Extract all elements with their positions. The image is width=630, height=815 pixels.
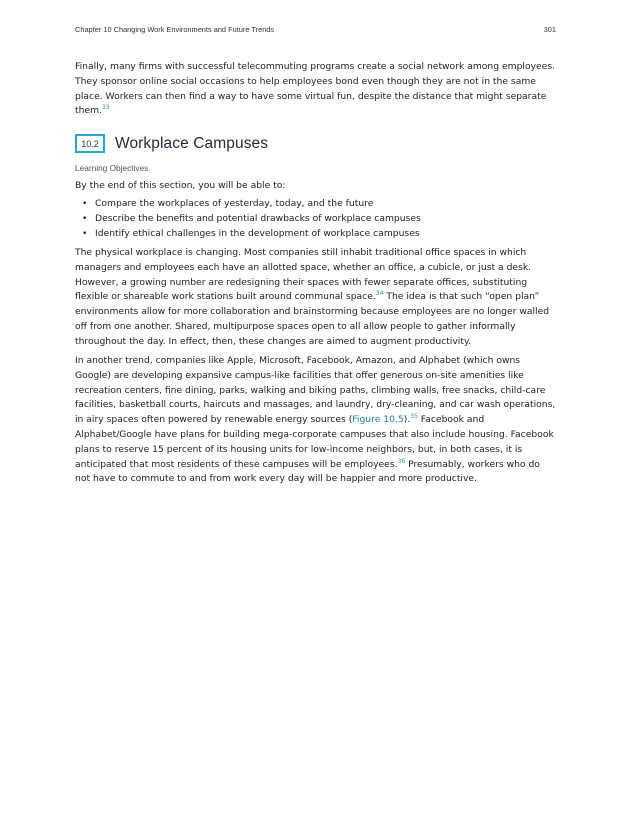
paragraph-text: ). [403, 414, 411, 426]
page-number: 301 [543, 25, 556, 34]
paragraph-text: The physical workplace is changing. Most companies still inhabit traditional office spaces in which managers and employees each have an allotted space, whether an office, a cubicle, or just a desk. However, a growing number are redesigning their spaces with fewer separate offices, substituting flexible or shareable work stations built around communal space. [75, 247, 532, 303]
objective-text: Compare the workplaces of yesterday, today, and the future [95, 198, 374, 209]
paragraph-text: The idea is that such “open plan” environments allow for more collaboration and brainstorming because employees are no longer walled off from one another. Shared, multipurpose spaces open to all allow people to gather informally throughout the day. In effect, then, these changes are aimed to augment productivity. [75, 291, 550, 347]
paragraph-text: Facebook and Alphabet/Google have plans for building mega-corporate campuses that also include housing. Facebook plans to reserve 15 percent of its housing units for low-income neighbors, but, in both cases, it is anticipated that most residents of these campuses will be employees. [75, 414, 554, 470]
intro-text: Finally, many firms with successful telecommuting programs create a social network among employees. They sponsor online social occasions to help employees bond even though they are not in the same place. Workers can then find a way to have some virtual fun, despite the distance that might separate them. [75, 61, 556, 117]
running-header [75, 25, 556, 34]
section-number-box: 10.2 [75, 134, 105, 153]
objectives-lead [75, 179, 557, 194]
footnote-ref-34[interactable]: 34 [375, 290, 384, 298]
figure-link[interactable]: Figure 10.5 [352, 414, 404, 426]
objective-text: Identify ethical challenges in the development of workplace campuses [95, 227, 420, 239]
objectives-list [75, 197, 557, 241]
section-title: Workplace Campuses [115, 134, 269, 152]
paragraph-campus-trend [75, 354, 557, 487]
bullet-icon: • [82, 212, 88, 224]
footnote-ref-36[interactable]: 36 [397, 457, 406, 465]
list-item [75, 197, 557, 212]
bullet-icon: • [82, 227, 88, 239]
learning-objectives-heading: Learning Objectives [75, 163, 149, 173]
intro-paragraph [75, 60, 557, 119]
paragraph-physical-workplace [75, 246, 557, 350]
chapter-title: Chapter 10 Changing Work Environments and Future Trends [75, 25, 275, 34]
footnote-ref-33[interactable]: 33 [101, 104, 110, 112]
footnote-ref-35[interactable]: 35 [410, 413, 418, 421]
list-item [75, 212, 557, 227]
list-item [75, 227, 557, 242]
section-heading [75, 134, 268, 153]
objectives-lead-text: By the end of this section, you will be able to: [75, 180, 286, 191]
paragraph-text: In another trend, companies like Apple, Microsoft, Facebook, Amazon, and Alphabet (which owns Google) are developing expansive campus-like facilities that offer generous on-site amenities like recreation centers, fine dining, parks, walking and biking paths, climbing walls, free snacks, child-care facilities, basketball courts, haircuts and massages, and laundry, dry-cleaning, and car wash operations, in airy spaces often powered by renewable energy sources ( [75, 355, 556, 426]
objective-text: Describe the benefits and potential drawbacks of workplace campuses [95, 212, 421, 224]
paragraph-text: Presumably, workers who do not have to commute to and from work every day will be happier and more productive. [75, 458, 540, 485]
bullet-icon: • [82, 198, 88, 209]
